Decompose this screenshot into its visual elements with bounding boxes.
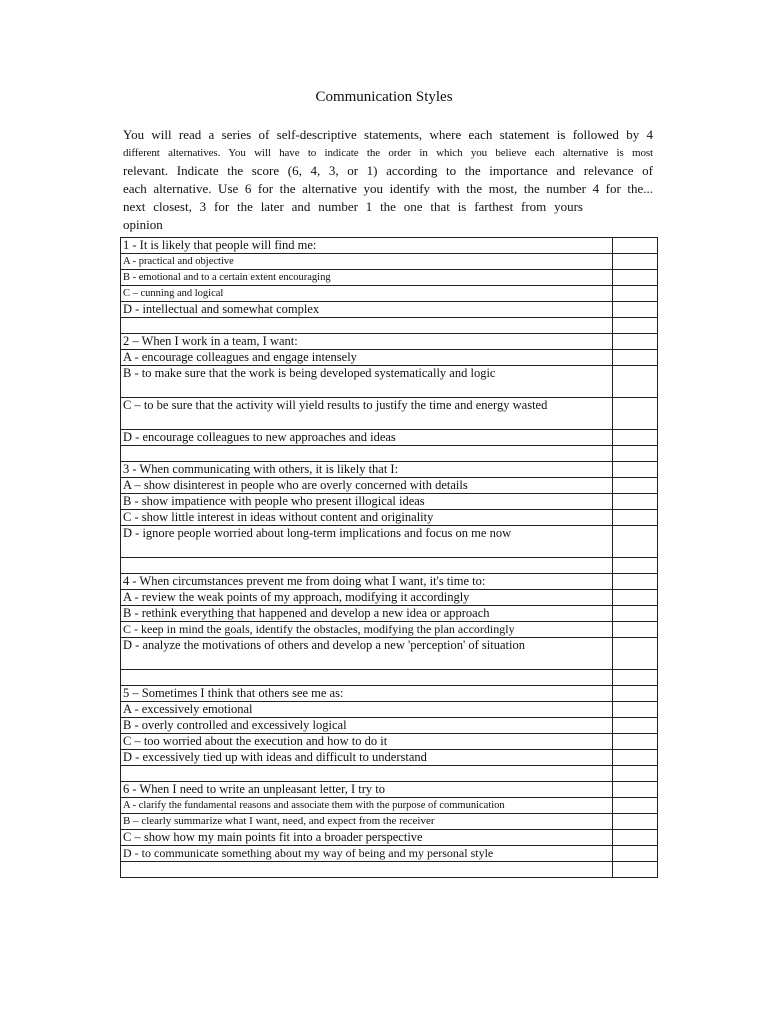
question-prompt: 2 – When I work in a team, I want: [121,334,613,350]
score-cell[interactable] [613,750,658,766]
question-prompt: 1 - It is likely that people will find me: [121,238,613,254]
option-text: A - clarify the fundamental reasons and associate them with the purpose of communication [121,798,613,814]
score-cell[interactable] [613,622,658,638]
score-cell[interactable] [613,398,658,430]
score-cell[interactable] [613,830,658,846]
score-cell[interactable] [613,478,658,494]
question-row [121,462,658,478]
spacer-row [121,670,658,686]
spacer-row [121,446,658,462]
option-text: C – show how my main points fit into a broader perspective [121,830,613,846]
score-cell[interactable] [613,350,658,366]
score-cell[interactable] [613,334,658,350]
score-cell[interactable] [613,366,658,398]
option-row [121,270,658,286]
question-prompt: 3 - When communicating with others, it is likely that I: [121,462,613,478]
option-row [121,702,658,718]
option-row [121,494,658,510]
spacer-row [121,318,658,334]
option-row [121,286,658,302]
option-text: B - to make sure that the work is being developed systematically and logic [121,366,613,398]
option-text: C - show little interest in ideas without content and originality [121,510,613,526]
option-row [121,750,658,766]
option-row [121,798,658,814]
option-text: C – to be sure that the activity will yield results to justify the time and energy wasted [121,398,613,430]
option-text: D - ignore people worried about long-term implications and focus on me now [121,526,613,558]
option-row [121,254,658,270]
score-cell[interactable] [613,430,658,446]
option-row [121,398,658,430]
score-cell[interactable] [613,510,658,526]
instructions-line: You will read a series of self-descriptive statements, where each statement is followed by 4 [123,127,653,142]
option-text: D - to communicate something about my way of being and my personal style [121,846,613,862]
spacer-row [121,862,658,878]
option-row [121,366,658,398]
spacer-row [121,766,658,782]
instructions-line: each alternative. Use 6 for the alternative you identify with the most, the number 4 for the... [123,181,653,196]
score-cell[interactable] [613,286,658,302]
option-row [121,734,658,750]
option-row [121,638,658,670]
option-text: B - show impatience with people who present illogical ideas [121,494,613,510]
option-text: B - emotional and to a certain extent encouraging [121,270,613,286]
option-text: D - intellectual and somewhat complex [121,302,613,318]
option-row [121,606,658,622]
questionnaire-table [120,237,658,878]
score-cell[interactable] [613,638,658,670]
option-text: C – cunning and logical [121,286,613,302]
score-cell[interactable] [613,798,658,814]
score-cell[interactable] [613,462,658,478]
option-text: D - analyze the motivations of others and develop a new 'perception' of situation [121,638,613,670]
score-cell[interactable] [613,782,658,798]
score-cell[interactable] [613,590,658,606]
score-cell[interactable] [613,494,658,510]
score-cell[interactable] [613,238,658,254]
option-row [121,590,658,606]
option-row [121,350,658,366]
question-row [121,574,658,590]
option-row [121,622,658,638]
page-title: Communication Styles [315,89,453,105]
option-row [121,302,658,318]
option-text: A - review the weak points of my approach, modifying it accordingly [121,590,613,606]
option-text: D - encourage colleagues to new approaches and ideas [121,430,613,446]
question-prompt: 5 – Sometimes I think that others see me as: [121,686,613,702]
option-text: B – clearly summarize what I want, need, and expect from the receiver [121,814,613,830]
spacer-row [121,558,658,574]
option-row [121,830,658,846]
option-text: B - rethink everything that happened and develop a new idea or approach [121,606,613,622]
score-cell[interactable] [613,270,658,286]
option-text: A - encourage colleagues and engage intensely [121,350,613,366]
option-text: D - excessively tied up with ideas and difficult to understand [121,750,613,766]
option-row [121,814,658,830]
option-text: C – too worried about the execution and how to do it [121,734,613,750]
option-text: A - excessively emotional [121,702,613,718]
score-cell[interactable] [613,254,658,270]
option-row [121,510,658,526]
instructions-line: next closest, 3 for the later and number 1 the one that is farthest from yours [123,199,583,214]
question-row [121,238,658,254]
question-prompt: 6 - When I need to write an unpleasant letter, I try to [121,782,613,798]
instructions-line: relevant. Indicate the score (6, 4, 3, or 1) according to the importance and relevance of [123,163,653,178]
score-cell[interactable] [613,606,658,622]
option-row [121,478,658,494]
instructions-line: different alternatives. You will have to indicate the order in which you believe each alternative is most [123,147,653,159]
instructions-line: opinion [123,217,163,232]
score-cell[interactable] [613,526,658,558]
instructions [123,126,653,234]
option-row [121,718,658,734]
score-cell[interactable] [613,734,658,750]
score-cell[interactable] [613,574,658,590]
option-text: A - practical and objective [121,254,613,270]
score-cell[interactable] [613,846,658,862]
score-cell[interactable] [613,302,658,318]
score-cell[interactable] [613,814,658,830]
option-row [121,846,658,862]
question-row [121,686,658,702]
score-cell[interactable] [613,702,658,718]
score-cell[interactable] [613,686,658,702]
option-row [121,526,658,558]
option-row [121,430,658,446]
option-text: B - overly controlled and excessively logical [121,718,613,734]
option-text: A – show disinterest in people who are overly concerned with details [121,478,613,494]
question-row [121,782,658,798]
option-text: C - keep in mind the goals, identify the obstacles, modifying the plan accordingly [121,622,613,638]
score-cell[interactable] [613,718,658,734]
question-prompt: 4 - When circumstances prevent me from doing what I want, it's time to: [121,574,613,590]
question-row [121,334,658,350]
